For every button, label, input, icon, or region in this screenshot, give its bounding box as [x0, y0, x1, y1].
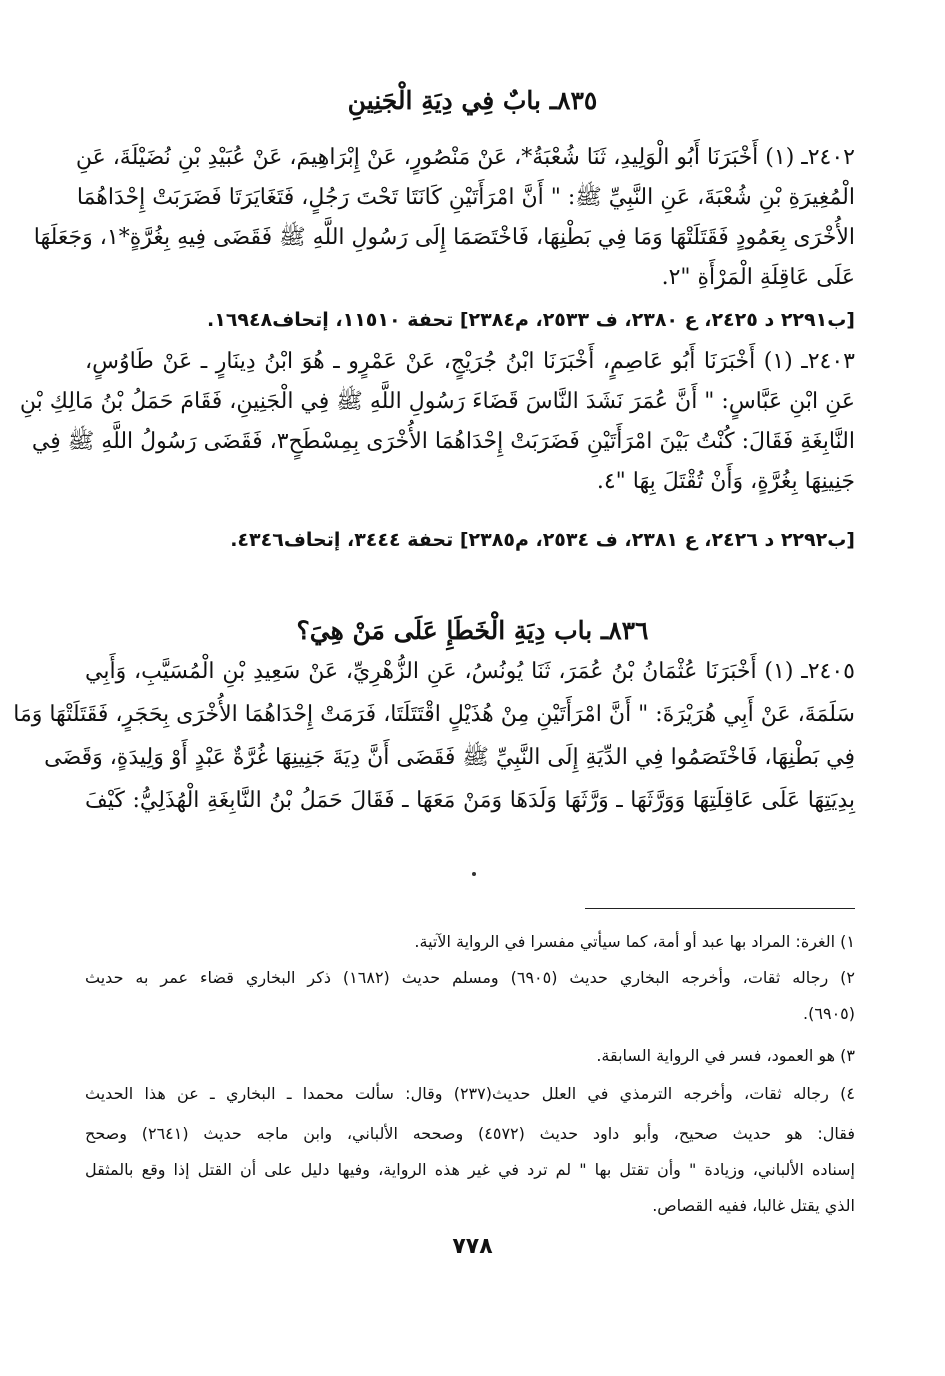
chapter-title-836: ٨٣٦ـ باب دِيَةِ الْخَطَإِ عَلَى مَنْ هِيَ؟ — [296, 616, 649, 645]
stray-dot — [472, 872, 476, 876]
hadith-2403-line-3: النَّابِغَةِ فَقَالَ: كُنْتُ بَيْنَ امْرَأَتَيْنِ فَضَرَبَتْ إِحْدَاهُمَا الأُخْرَى بِمِسْطَحٍ٣، فَقَضَى رَسُولُ اللَّهِ ﷺ فِي — [31, 429, 855, 454]
hadith-2405-line-1: ٢٤٠٥ـ (١) أَخْبَرَنَا عُثْمَانُ بْنُ عُمَرَ، ثَنَا يُونُسُ، عَنِ الزُّهْرِيِّ، عَنْ سَعِيدِ بْنِ الْمُسَيَّبِ، وَأَبِي — [85, 659, 855, 684]
hadith-2403-line-4: جَنِينِهَا بِغُرَّةٍ، وَأَنْ تُقْتَلَ بِهَا "٤. — [596, 469, 855, 494]
hadith-2405-line-4: بِدِيَتِهَا عَلَى عَاقِلَتِهَا وَوَرَّثَهَا ـ وَرَّثَهَا وَلَدَهَا وَمَنْ مَعَهَا ـ فَقَالَ حَمَلُ بْنُ النَّابِغَةِ الْهُذَلِيُّ: كَيْفَ — [85, 788, 855, 813]
footnote-2-line-1: ٢) رجاله ثقات، وأخرجه البخاري حديث (٦٩٠٥) ومسلم حديث (١٦٨٢) ذكر البخاري قضاء عمر به حديث — [85, 968, 856, 987]
hadith-2402-line-4: عَلَى عَاقِلَةِ الْمَرْأَةِ "٢. — [661, 265, 855, 290]
footnote-separator — [585, 908, 855, 909]
footnote-4-line-4: الذي يقتل غالبا، ففيه القصاص. — [652, 1196, 855, 1215]
footnote-1: ١) الغرة: المراد بها عبد أو أمة، كما سيأتي مفسرا في الرواية الآتية. — [414, 932, 855, 951]
hadith-2405-line-2: سَلَمَةَ، عَنْ أَبِي هُرَيْرَةَ: " أَنَّ امْرَأَتَيْنِ مِنْ هُذَيْلٍ اقْتَتَلَتَا، فَرَمَتْ إِحْدَاهُمَا الأُخْرَى بِحَجَرٍ، فَقَتَلَتْهَا وَمَا — [13, 702, 855, 727]
hadith-2402-line-2: الْمُغِيرَةِ بْنِ شُعْبَةَ، عَنِ النَّبِيِّ ﷺ: " أَنَّ امْرَأَتَيْنِ كَانَتَا تَحْتَ رَجُلٍ، فَتَغَايَرَتَا فَضَرَبَتْ إِحْدَاهُمَا — [76, 185, 855, 210]
hadith-2403-line-1: ٢٤٠٣ـ (١) أَخْبَرَنَا أَبُو عَاصِمٍ، أَخْبَرَنَا ابْنُ جُرَيْجٍ، عَنْ عَمْرٍو ـ هُوَ ابْنُ دِينَارٍ ـ عَنْ طَاوُسٍ، — [85, 349, 855, 374]
chapter-title-835: ٨٣٥ـ بابٌ فِي دِيَةِ الْجَنِينِ — [347, 86, 598, 115]
hadith-2403-line-2: عَنِ ابْنِ عَبَّاسٍ: " أَنَّ عُمَرَ نَشَدَ النَّاسَ قَضَاءَ رَسُولِ اللَّهِ ﷺ فِي الْجَنِينِ، فَقَامَ حَمَلُ بْنُ مَالِكِ بْنِ — [19, 389, 855, 414]
hadith-2402-line-1: ٢٤٠٢ـ (١) أَخْبَرَنَا أَبُو الْوَلِيدِ، ثَنَا شُعْبَةُ*، عَنْ مَنْصُورٍ، عَنْ إِبْرَاهِيمَ، عَنْ عُبَيْدِ بْنِ نُضَيْلَةَ، عَنِ — [75, 145, 855, 170]
hadith-2402-line-3: الأُخْرَى بِعَمُودٍ فَقَتَلَتْهَا وَمَا فِي بَطْنِهَا، فَاخْتَصَمَا إِلَى رَسُولِ اللَّهِ ﷺ فَقَضَى فِيهِ بِغُرَّةٍ*١، وَجَعَلَهَا — [33, 225, 855, 250]
footnote-2-line-2: (٦٩٠٥). — [803, 1004, 855, 1023]
page-number: ٧٧٨ — [452, 1234, 493, 1259]
footnote-4-line-2: فقال: هو حديث صحيح، وأبو داود حديث (٤٥٧٢) وصححه الألباني، وابن ماجه حديث (٢٦٤١) وصحح — [85, 1124, 855, 1143]
footnote-4-line-3: إسناده الألباني، وزيادة " وأن تقتل بها " لم ترد في غير هذه الرواية، وفيها دليل على أن القتل إذا وقع بالمثقل — [85, 1160, 855, 1179]
hadith-2402-source: [ب٢٢٩١ د ٢٤٢٥، ع ٢٣٨٠، ف ٢٥٣٣، م٢٣٨٤] تحفة ١١٥١٠، إتحاف١٦٩٤٨. — [207, 309, 855, 331]
footnote-3: ٣) هو العمود، فسر في الرواية السابقة. — [596, 1046, 855, 1065]
footnote-4-line-1: ٤) رجاله ثقات، وأخرجه الترمذي في العلل حديث(٢٣٧) وقال: سألت محمدا ـ البخاري ـ عن هذا الحديث — [85, 1084, 855, 1103]
hadith-2403-source: [ب٢٢٩٢ د ٢٤٢٦، ع ٢٣٨١، ف ٢٥٣٤، م٢٣٨٥] تحفة ٣٤٤٤، إتحاف٤٣٤٦. — [230, 529, 855, 551]
hadith-2405-line-3: فِي بَطْنِهَا، فَاخْتَصَمُوا فِي الدِّيَةِ إِلَى النَّبِيِّ ﷺ فَقَضَى أَنَّ دِيَةَ جَنِينِهَا غُرَّةٌ عَبْدٍ أَوْ وَلِيدَةٍ، وَقَضَى — [44, 745, 855, 770]
